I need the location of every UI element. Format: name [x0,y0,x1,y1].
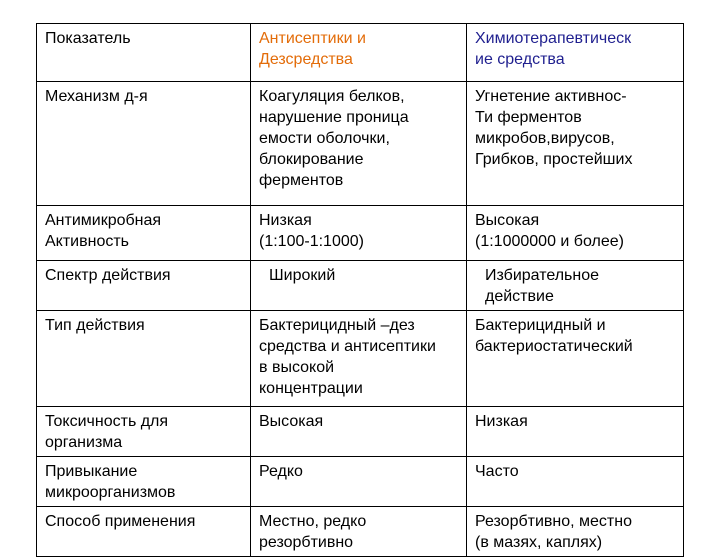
table-row [37,261,684,311]
header-antiseptics [251,24,467,82]
row-chemo-cell: Бактерицидный и бактериостатический [467,311,684,407]
header-chemo [467,24,684,82]
row-chemo-cell: Резорбтивно, местно (в мазях, каплях) [467,507,684,557]
row-antiseptics-cell: Широкий [251,261,467,311]
row-chemo-cell: Избирательное действие [467,261,684,311]
row-label: Токсичность для организма [37,407,251,457]
table-row [37,457,684,507]
table-row [37,206,684,261]
table-row [37,311,684,407]
header-antiseptics-text: Антисептики и Дезсредства [259,30,366,68]
row-antiseptics-cell: Редко [251,457,467,507]
row-antiseptics-cell: Высокая [251,407,467,457]
header-chemo-text: Химиотерапевтическ ие средства [475,30,632,68]
row-antiseptics-cell: Коагуляция белков, нарушение проница емости оболочки, блокирование ферментов [251,82,467,206]
row-chemo-cell: Высокая (1:1000000 и более) [467,206,684,261]
row-label: Привыкание микроорганизмов [37,457,251,507]
row-label: Тип действия [37,311,251,407]
table-row [37,82,684,206]
row-chemo-cell: Низкая [467,407,684,457]
row-chemo-cell: Часто [467,457,684,507]
row-antiseptics-cell: Бактерицидный –дез средства и антисептики в высокой концентрации [251,311,467,407]
table-row [37,507,684,557]
row-label: Механизм д-я [37,82,251,206]
row-chemo-cell: Угнетение активнос- Ти ферментов микробов,вирусов, Грибков, простейших [467,82,684,206]
header-indicator-text: Показатель [45,30,131,47]
row-label: Антимикробная Активность [37,206,251,261]
row-label: Спектр действия [37,261,251,311]
table-header-row [37,24,684,82]
row-antiseptics-cell: Низкая (1:100-1:1000) [251,206,467,261]
comparison-table [36,23,684,557]
header-indicator [37,24,251,82]
row-antiseptics-cell: Местно, редко резорбтивно [251,507,467,557]
table-row [37,407,684,457]
row-label: Способ применения [37,507,251,557]
